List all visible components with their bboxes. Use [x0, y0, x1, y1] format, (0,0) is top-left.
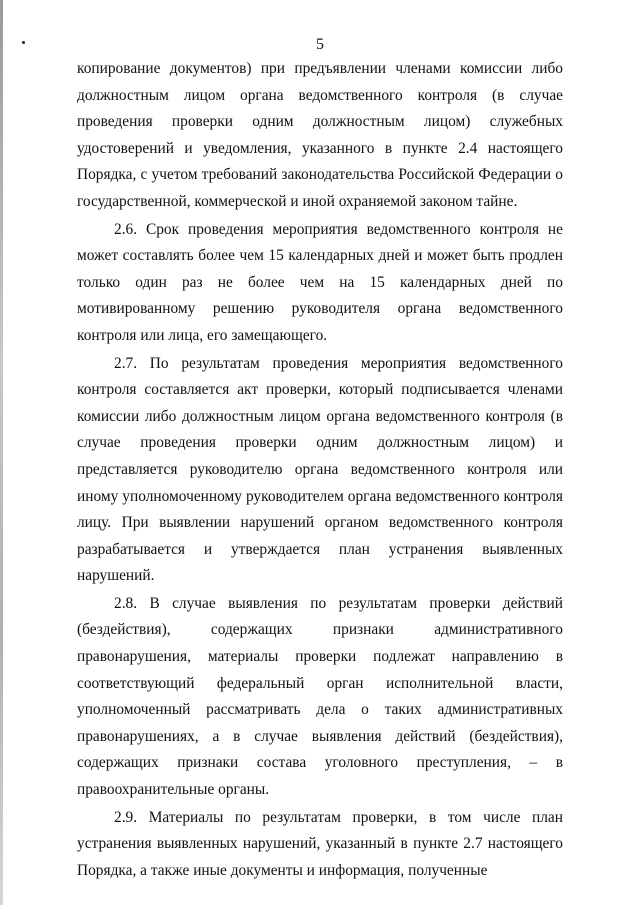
- page-number: 5: [316, 36, 324, 53]
- paragraph-2-6: 2.6. Срок проведения мероприятия ведомственного контроля не может составлять более чем 15 календарных дней и может быть продлен только один раз не более чем на 15 календарных дней по мотивированному решению руководителя органа ведомственного контроля или лица, его замещающего.: [77, 220, 563, 344]
- paragraph-2-7: 2.7. По результатам проведения мероприятия ведомственного контроля составляется акт проверки, который подписывается членами комиссии либо должностным лицом органа ведомственного контроля (в случае проведения проверки одним должностным лицом) и представляется руководителю органа ведомственного контроля или иному уполномоченному руководителем органа ведомственного контроля лицу. При выявлении нарушений органом ведомственного контроля разрабатывается и утверждается план устранения выявленных нарушений.: [77, 354, 563, 585]
- document-body: [77, 56, 563, 884]
- paragraph-2-9: 2.9. Материалы по результатам проверки, в том числе план устранения выявленных нарушений, указанный в пункте 2.7 настоящего Порядка, а также иные документы и информация, полученные: [77, 808, 563, 879]
- scan-edge: [0, 0, 3, 905]
- paragraph-continuation: копирование документов) при предъявлении членами комиссии либо должностным лицом органа ведомственного контроля (в случае проведения проверки одним должностным лицом) служебных удостоверений и уведомления, указанного в пункте 2.4 настоящего Порядка, с учетом требований законодательства Российской Федерации о государственной, коммерческой и иной охраняемой законом тайне.: [77, 60, 563, 210]
- paragraph-2-8: 2.8. В случае выявления по результатам проверки действий (бездействия), содержащих признаки административного правонарушения, материалы проверки подлежат направлению в соответствующий федеральный орган исполнительной власти, уполномоченный рассматривать дела о таких административных правонарушениях, а в случае выявления действий (бездействия), содержащих признаки состава уголовного преступления, – в правоохранительные органы.: [77, 594, 563, 799]
